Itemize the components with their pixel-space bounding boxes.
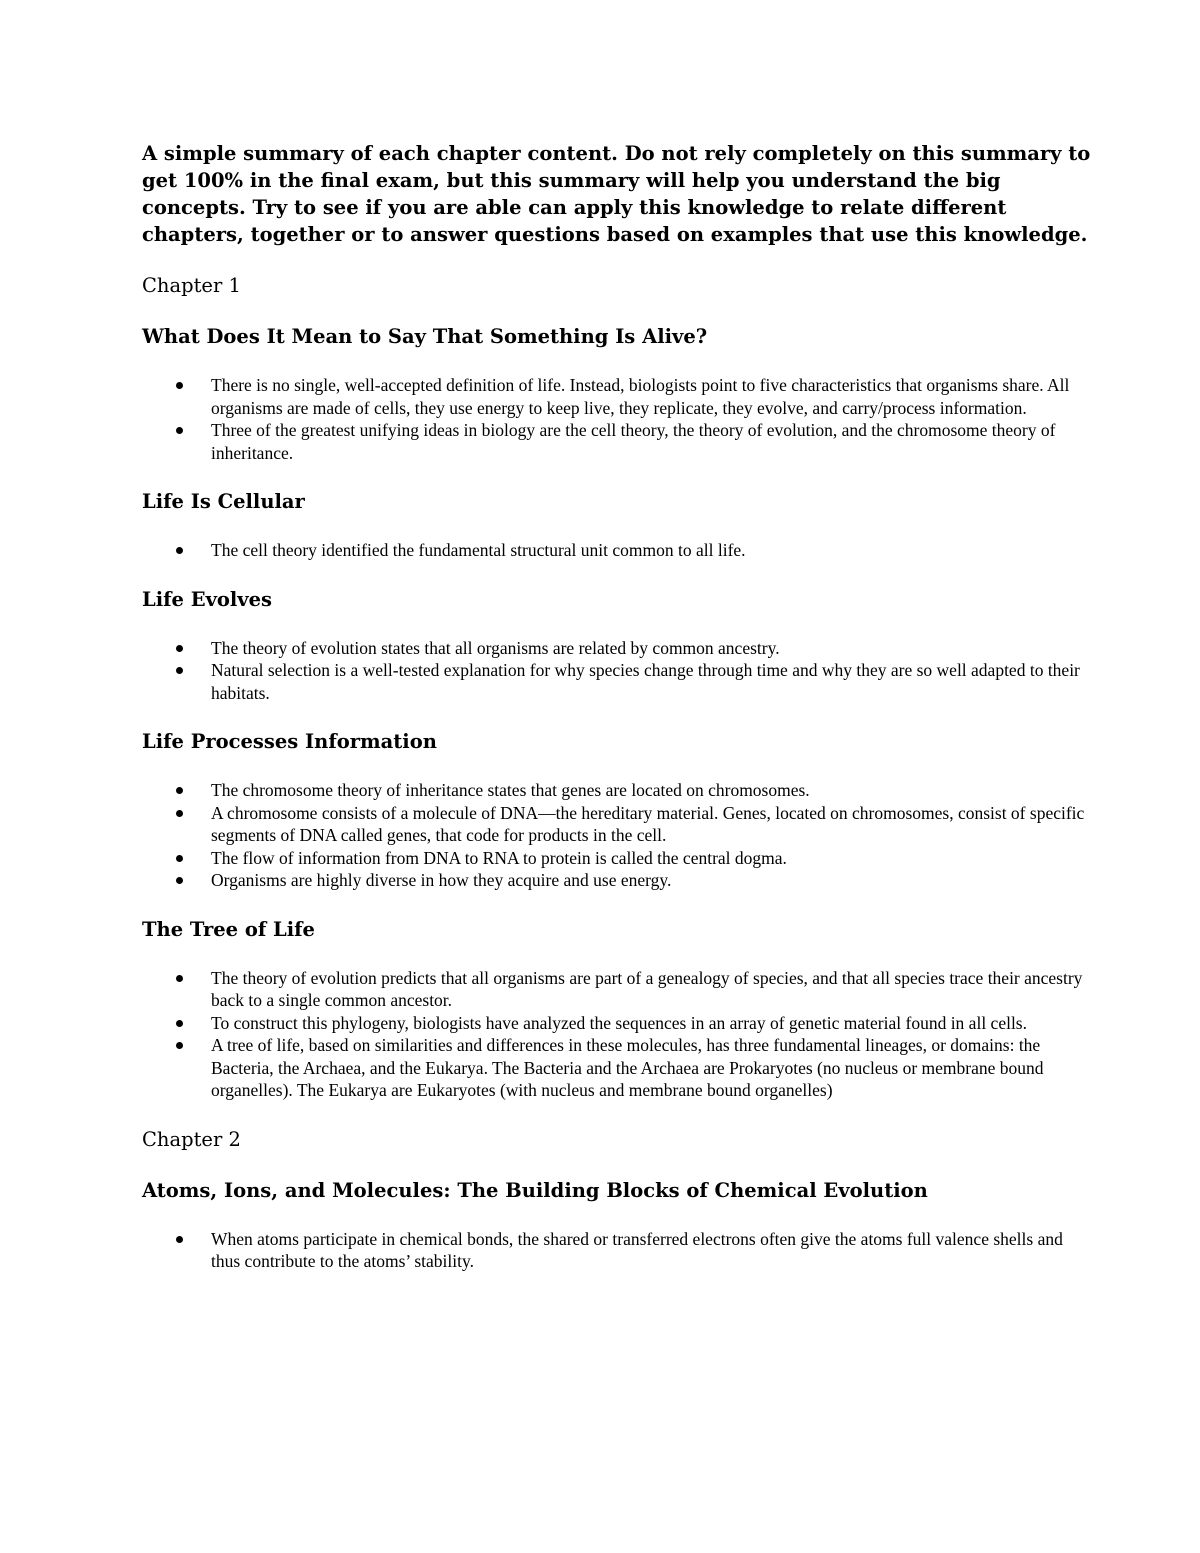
section <box>142 323 1092 464</box>
intro-paragraph: A simple summary of each chapter content. Do not rely completely on this summary to get 100% in the final exam, but this summary will help you understand the big concepts. Try to see if you are able can apply this knowledge to relate different chapters, together or to answer questions based on examples that use this knowledge. <box>142 142 1091 246</box>
bullet-text: The flow of information from DNA to RNA to protein is called the central dogma. <box>211 847 787 868</box>
bullet-list <box>142 967 1092 1102</box>
bullet-icon <box>176 855 183 862</box>
bullet-text: The cell theory identified the fundamental structural unit common to all life. <box>211 540 746 560</box>
section <box>142 728 1092 892</box>
bullet-icon <box>176 645 183 652</box>
section <box>142 586 1092 705</box>
list-item <box>142 1228 1092 1273</box>
section-heading: Atoms, Ions, and Molecules: The Building Blocks of Chemical Evolution <box>142 1178 928 1202</box>
bullet-text: Natural selection is a well-tested explanation for why species change through time and why they are so well adapted to their habitats. <box>211 660 1080 703</box>
list-item <box>142 847 1092 870</box>
list-item <box>142 779 1092 802</box>
bullet-text: The theory of evolution predicts that all organisms are part of a genealogy of species, and that all species trace their ancestry back to a single common ancestor. <box>211 967 1083 1010</box>
chapter-title: Chapter 1 <box>142 274 241 297</box>
section-heading: The Tree of Life <box>142 917 315 941</box>
bullet-icon <box>176 1042 183 1049</box>
list-item <box>142 374 1092 419</box>
bullet-text: When atoms participate in chemical bonds, the shared or transferred electrons often give the atoms full valence shells and thus contribute to the atoms’ stability. <box>211 1228 1063 1271</box>
chapter-2 <box>142 1126 1092 1273</box>
chapter-2-sections <box>142 1177 1092 1273</box>
bullet-list <box>142 374 1092 464</box>
bullet-icon <box>176 547 183 554</box>
bullet-text: A chromosome consists of a molecule of DNA—the hereditary material. Genes, located on chromosomes, consist of specific segments of DNA called genes, that code for products in the cell. <box>211 802 1085 845</box>
bullet-list <box>142 1228 1092 1273</box>
list-item <box>142 1034 1092 1102</box>
chapter-1 <box>142 272 1092 1102</box>
document-page <box>142 140 1092 1297</box>
list-item <box>142 869 1092 892</box>
list-item <box>142 637 1092 660</box>
bullet-icon <box>176 787 183 794</box>
bullet-list <box>142 539 1092 562</box>
bullet-icon <box>176 1236 183 1243</box>
bullet-icon <box>176 667 183 674</box>
bullet-list <box>142 779 1092 892</box>
list-item <box>142 802 1092 847</box>
bullet-icon <box>176 810 183 817</box>
list-item <box>142 539 1092 562</box>
bullet-icon <box>176 1020 183 1027</box>
bullet-text: To construct this phylogeny, biologists have analyzed the sequences in an array of genetic material found in all cells. <box>211 1012 1027 1033</box>
section <box>142 488 1092 562</box>
section-heading: Life Processes Information <box>142 730 437 753</box>
section <box>142 1177 1092 1273</box>
bullet-icon <box>176 975 183 982</box>
list-item <box>142 419 1092 464</box>
bullet-list <box>142 637 1092 705</box>
bullet-text: Three of the greatest unifying ideas in biology are the cell theory, the theory of evolution, and the chromosome theory of inheritance. <box>211 420 1056 463</box>
bullet-text: There is no single, well-accepted definition of life. Instead, biologists point to five characteristics that organisms share. All organisms are made of cells, they use energy to keep live, they replicate, they evolve, and carry/process information. <box>211 375 1070 418</box>
bullet-text: The theory of evolution states that all organisms are related by common ancestry. <box>211 637 780 658</box>
section-heading: Life Evolves <box>142 587 273 611</box>
list-item <box>142 1012 1092 1035</box>
chapter-title: Chapter 2 <box>142 1127 241 1151</box>
section-heading: Life Is Cellular <box>142 490 305 513</box>
bullet-text: Organisms are highly diverse in how they acquire and use energy. <box>211 870 672 890</box>
bullet-text: A tree of life, based on similarities and differences in these molecules, has three fundamental lineages, or domains: the Bacteria, the Archaea, and the Eukarya. The Bacteria and the Archaea are Prokaryotes (no nucleus or membrane bound organelles). The Eukarya are Eukaryotes (with nucleus and membrane bound organelles) <box>211 1035 1044 1100</box>
chapter-1-sections <box>142 323 1092 1102</box>
section <box>142 916 1092 1102</box>
bullet-icon <box>176 382 183 389</box>
section-heading: What Does It Mean to Say That Something Is Alive? <box>142 325 708 348</box>
bullet-icon <box>176 427 183 434</box>
list-item <box>142 659 1092 704</box>
bullet-text: The chromosome theory of inheritance states that genes are located on chromosomes. <box>211 780 810 800</box>
bullet-icon <box>176 877 183 884</box>
list-item <box>142 967 1092 1012</box>
